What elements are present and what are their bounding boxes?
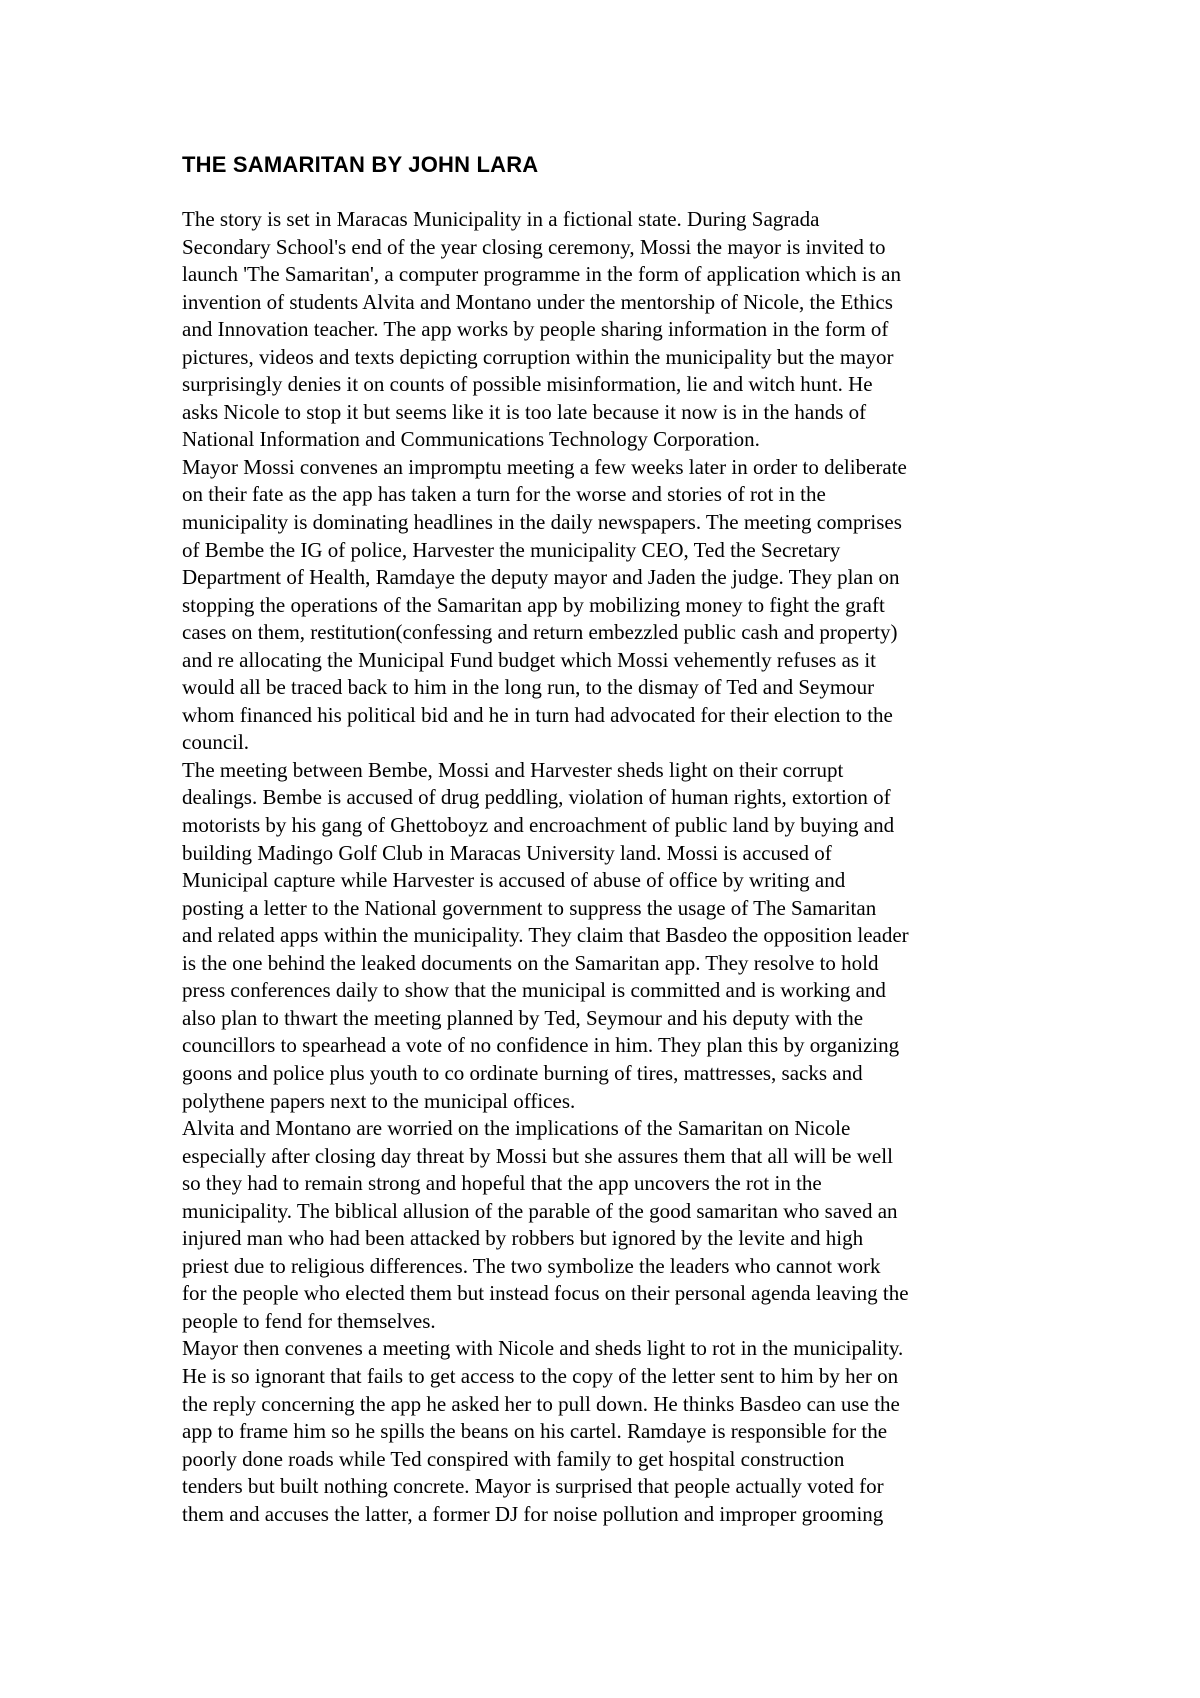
- body-text-line: Secondary School's end of the year closing ceremony, Mossi the mayor is invited to: [182, 234, 886, 259]
- body-text-line: polythene papers next to the municipal offices.: [182, 1088, 576, 1113]
- body-text-line: Alvita and Montano are worried on the implications of the Samaritan on Nicole: [182, 1116, 851, 1141]
- body-text-line: launch 'The Samaritan', a computer programme in the form of application which is an: [182, 262, 902, 287]
- body-text-line: is the one behind the leaked documents on the Samaritan app. They resolve to hold: [182, 950, 879, 975]
- body-text-line: building Madingo Golf Club in Maracas University land. Mossi is accused of: [182, 840, 832, 865]
- body-text-line: app to frame him so he spills the beans on his cartel. Ramdaye is responsible for the: [182, 1419, 888, 1444]
- body-text-line: also plan to thwart the meeting planned by Ted, Seymour and his deputy with the: [182, 1005, 864, 1030]
- body-text-line: cases on them, restitution(confessing and return embezzled public cash and property): [182, 620, 898, 645]
- body-text-line: The story is set in Maracas Municipality in a fictional state. During Sagrada: [182, 207, 820, 231]
- body-text-line: invention of students Alvita and Montano under the mentorship of Nicole, the Ethics: [182, 289, 893, 314]
- document-title: THE SAMARITAN BY JOHN LARA: [182, 152, 539, 177]
- body-text-line: The meeting between Bembe, Mossi and Harvester sheds light on their corrupt: [182, 757, 844, 782]
- body-text-line: would all be traced back to him in the long run, to the dismay of Ted and Seymour: [182, 675, 875, 700]
- body-text-line: He is so ignorant that fails to get access to the copy of the letter sent to him by her on: [182, 1363, 899, 1388]
- body-text-line: tenders but built nothing concrete. Mayor is surprised that people actually voted for: [182, 1474, 884, 1499]
- body-text-line: on their fate as the app has taken a turn for the worse and stories of rot in the: [182, 482, 826, 507]
- body-text-line: Mayor then convenes a meeting with Nicole and sheds light to rot in the municipality.: [182, 1336, 904, 1361]
- body-text-line: surprisingly denies it on counts of possible misinformation, lie and witch hunt. He: [182, 372, 873, 397]
- body-text-line: councillors to spearhead a vote of no confidence in him. They plan this by organizing: [182, 1033, 900, 1058]
- body-text-line: municipality. The biblical allusion of the parable of the good samaritan who saved an: [182, 1198, 898, 1223]
- body-text-line: poorly done roads while Ted conspired with family to get hospital construction: [182, 1446, 845, 1471]
- body-text-line: stopping the operations of the Samaritan app by mobilizing money to fight the graft: [182, 592, 885, 617]
- body-text-line: priest due to religious differences. The two symbolize the leaders who cannot work: [182, 1253, 881, 1278]
- body-text-line: municipality is dominating headlines in the daily newspapers. The meeting comprises: [182, 510, 902, 535]
- body-text-line: and Innovation teacher. The app works by people sharing information in the form of: [182, 317, 889, 342]
- body-text-line: council.: [182, 730, 250, 755]
- body-text-line: and re allocating the Municipal Fund budget which Mossi vehemently refuses as it: [182, 647, 877, 672]
- body-text-line: injured man who had been attacked by robbers but ignored by the levite and high: [182, 1226, 864, 1251]
- body-text-line: Mayor Mossi convenes an impromptu meeting a few weeks later in order to deliberate: [182, 454, 907, 479]
- body-text-line: dealings. Bembe is accused of drug peddling, violation of human rights, extortion of: [182, 785, 891, 810]
- body-text-line: the reply concerning the app he asked her to pull down. He thinks Basdeo can use the: [182, 1391, 900, 1416]
- body-text-line: especially after closing day threat by Mossi but she assures them that all will be well: [182, 1143, 893, 1168]
- body-text-line: so they had to remain strong and hopeful that the app uncovers the rot in the: [182, 1171, 822, 1196]
- body-text-line: of Bembe the IG of police, Harvester the municipality CEO, Ted the Secretary: [182, 537, 841, 562]
- body-text-line: motorists by his gang of Ghettoboyz and encroachment of public land by buying and: [182, 813, 895, 838]
- body-text-line: goons and police plus youth to co ordinate burning of tires, mattresses, sacks and: [182, 1060, 863, 1085]
- body-text-line: Department of Health, Ramdaye the deputy mayor and Jaden the judge. They plan on: [182, 565, 900, 590]
- body-text-line: for the people who elected them but instead focus on their personal agenda leaving the: [182, 1281, 909, 1306]
- body-text-line: whom financed his political bid and he in turn had advocated for their election to the: [182, 702, 893, 727]
- body-text-line: Municipal capture while Harvester is accused of abuse of office by writing and: [182, 868, 846, 893]
- body-text-line: National Information and Communications Technology Corporation.: [182, 427, 760, 452]
- body-text-line: and related apps within the municipality. They claim that Basdeo the opposition leader: [182, 923, 909, 948]
- body-text-line: press conferences daily to show that the municipal is committed and is working and: [182, 978, 886, 1003]
- body-text-line: posting a letter to the National government to suppress the usage of The Samaritan: [182, 895, 877, 920]
- body-text-line: them and accuses the latter, a former DJ for noise pollution and improper grooming: [182, 1501, 884, 1526]
- body-text-line: people to fend for themselves.: [182, 1308, 436, 1333]
- document-body: [182, 206, 1042, 1528]
- body-text-line: pictures, videos and texts depicting corruption within the municipality but the mayor: [182, 344, 894, 369]
- body-text-line: asks Nicole to stop it but seems like it is too late because it now is in the hands of: [182, 399, 867, 424]
